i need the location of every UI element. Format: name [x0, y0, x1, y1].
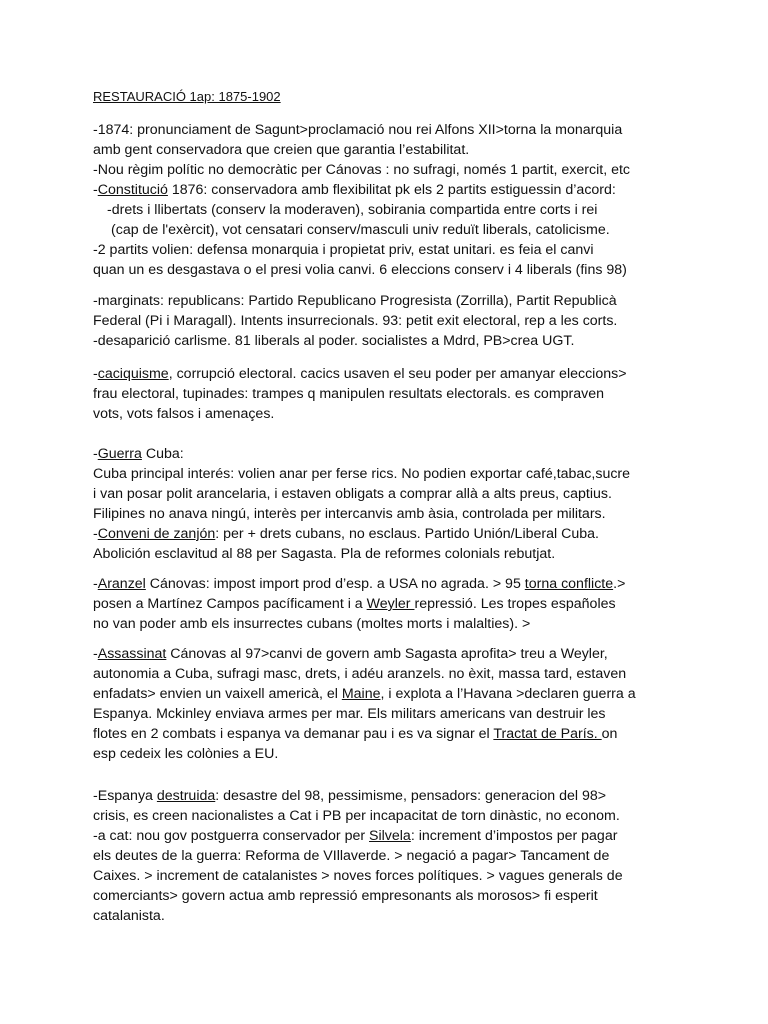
text-line: els deutes de la guerra: Reforma de VIllaverde. > negació a pagar> Tancament de	[93, 848, 610, 864]
text-line: comerciants> govern actua amb repressió empresonants als morosos> fi esperit	[93, 888, 598, 904]
text-line: vots, vots falsos i amenaçes.	[93, 406, 275, 422]
text-line: amb gent conservadora que creien que garantia l’estabilitat.	[93, 142, 470, 158]
text-line: flotes en 2 combats i espanya va demanar pau i es va signar el Tractat de París. on	[93, 726, 618, 742]
text-line: -desaparició carlisme. 81 liberals al poder. socialistes a Mdrd, PB>crea UGT.	[93, 333, 575, 349]
underlined-term: torna conflicte	[524, 576, 614, 592]
underlined-term: Constitució	[97, 182, 168, 198]
text-line: -1874: pronunciament de Sagunt>proclamació nou rei Alfons XII>torna la monarquia	[93, 122, 623, 138]
text-line: catalanista.	[93, 908, 165, 924]
section-espanya-destruida	[93, 786, 693, 926]
underlined-term: Weyler	[366, 596, 415, 612]
underlined-term: Conveni de zanjón	[97, 526, 216, 542]
underlined-term: caciquisme	[97, 366, 169, 382]
text-line: -Espanya destruida: desastre del 98, pessimisme, pensadors: generacion del 98>	[93, 788, 607, 804]
text-line: Federal (Pi i Maragall). Intents insurrecionals. 93: petit exit electoral, rep a les corts.	[93, 313, 618, 329]
text-line: frau electoral, tupinades: trampes q manipulen resultats electorals. es compraven	[93, 386, 605, 402]
text-line: Abolición esclavitud al 88 per Sagasta. Pla de reformes colonials rebutjat.	[93, 546, 556, 562]
text-line: -Constitució 1876: conservadora amb flexibilitat pk els 2 partits estiguessin d’acord:	[93, 182, 616, 198]
section-aranzel	[93, 574, 693, 634]
section-guerra-cuba	[93, 444, 693, 564]
text-line: -Assassinat Cánovas al 97>canvi de govern amb Sagasta aprofita> treu a Weyler,	[93, 646, 608, 662]
underlined-term: Maine	[341, 686, 381, 702]
text-line: -marginats: republicans: Partido Republicano Progresista (Zorrilla), Partit Republicà	[93, 293, 617, 309]
text-line: quan un es desgastava o el presi volia canvi. 6 eleccions conserv i 4 liberals (fins 98)	[93, 262, 627, 278]
section-marginats	[93, 291, 693, 351]
underlined-term: Aranzel	[97, 576, 146, 592]
text-line: -caciquisme, corrupció electoral. cacics usaven el seu poder per amanyar eleccions>	[93, 366, 627, 382]
text-line: -a cat: nou gov postguerra conservador per Silvela: increment d’impostos per pagar	[93, 828, 618, 844]
text-line: Caixes. > increment de catalanistes > noves forces polítiques. > vagues generals de	[93, 868, 623, 884]
underlined-term: Tractat de París.	[493, 726, 602, 742]
underlined-term: Silvela	[369, 828, 411, 844]
text-line: autonomia a Cuba, sufragi masc, drets, i adéu aranzels. no èxit, massa tard, estaven	[93, 666, 627, 682]
text-line: i van posar polit arancelaria, i estaven obligats a comprar allà a alts preus, captius.	[93, 486, 612, 502]
text-line: -Aranzel Cánovas: impost import prod d’esp. a USA no agrada. > 95 torna conflicte.>	[93, 576, 626, 592]
text-line: enfadats> envien un vaixell americà, el Maine, i explota a l’Havana >declaren guerra a	[93, 686, 636, 702]
underlined-term: destruida	[156, 788, 216, 804]
text-line: (cap de l'exèrcit), vot censatari conserv/masculi univ reduït liberals, catolicisme.	[111, 222, 610, 238]
text-line: crisis, es creen nacionalistes a Cat i PB per incapacitat de torn dinàstic, no econom.	[93, 808, 620, 824]
text-line: Espanya. Mckinley enviava armes per mar. Els militars americans van destruir les	[93, 706, 606, 722]
text-line: -Conveni de zanjón: per + drets cubans, no esclaus. Partido Unión/Liberal Cuba.	[93, 526, 599, 542]
text-line: no van poder amb els insurrectes cubans (moltes morts i malalties). >	[93, 616, 531, 632]
text-line: -drets i llibertats (conserv la moderaven), sobirania compartida entre corts i rei	[107, 202, 598, 218]
text-line: -Nou règim polític no democràtic per Cánovas : no sufragi, només 1 partit, exercit, etc	[93, 162, 630, 178]
text-line: -2 partits volien: defensa monarquia i propietat priv, estat unitari. es feia el canvi	[93, 242, 594, 258]
document-title: RESTAURACIÓ 1ap: 1875-1902	[93, 89, 281, 104]
text-line: Filipines no anava ningú, interès per intercanvis amb àsia, controlada per militars.	[93, 506, 606, 522]
text-line: -Guerra Cuba:	[93, 446, 184, 462]
underlined-term: Assassinat	[97, 646, 167, 662]
section-restauracio-intro	[93, 120, 693, 280]
underlined-term: Guerra	[97, 446, 142, 462]
section-assassinat	[93, 644, 693, 764]
text-line: posen a Martínez Campos pacíficament i a Weyler repressió. Les tropes españoles	[93, 596, 616, 612]
text-line: Cuba principal interés: volien anar per ferse rics. No podien exportar café,tabac,sucre	[93, 466, 631, 482]
text-line: esp cedeix les colònies a EU.	[93, 746, 279, 762]
section-caciquisme	[93, 364, 693, 424]
